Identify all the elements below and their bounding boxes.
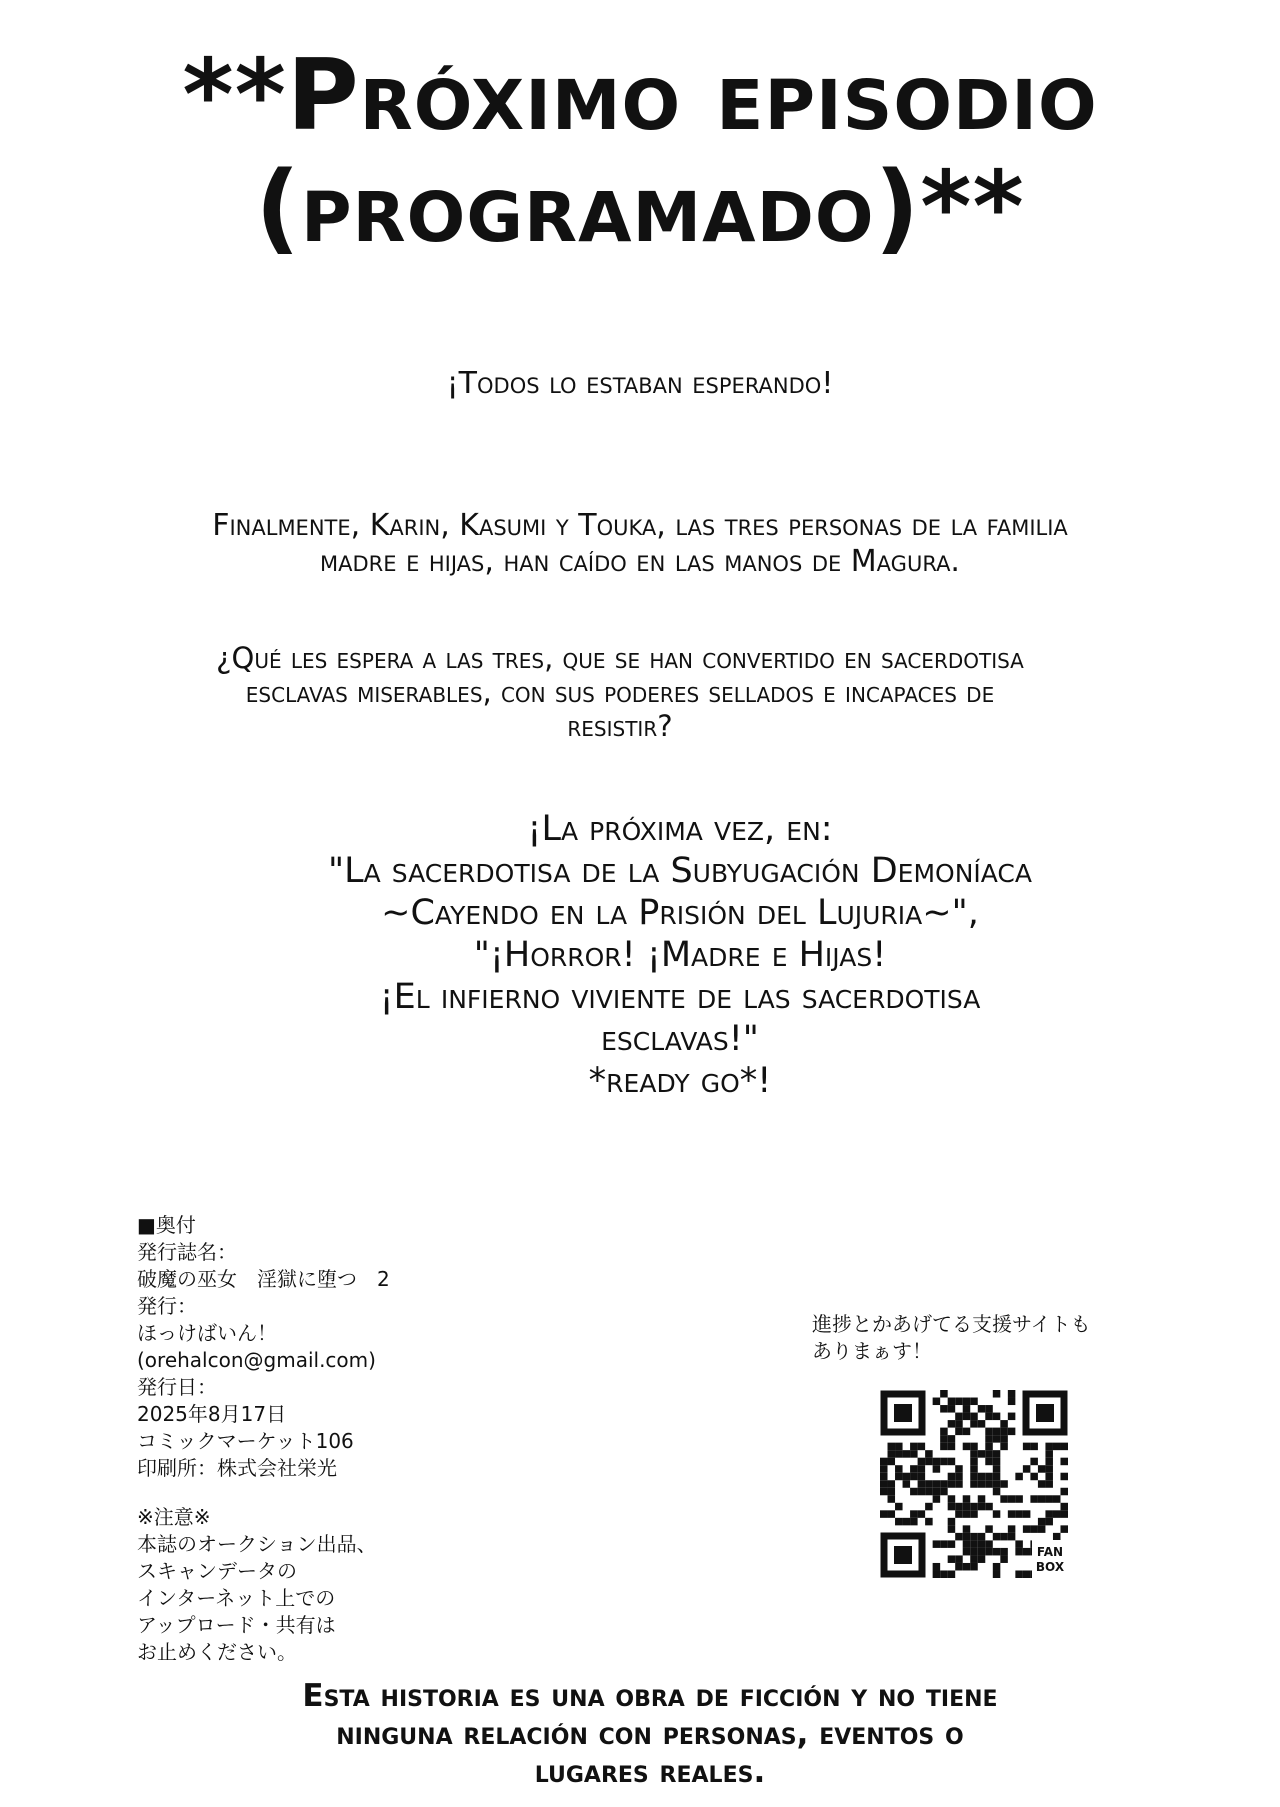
qr-module xyxy=(985,1435,993,1443)
qr-module xyxy=(970,1533,978,1541)
qr-module xyxy=(970,1413,978,1421)
qr-module xyxy=(985,1480,993,1488)
qr-module xyxy=(970,1510,978,1518)
notice-line: お止めください。 xyxy=(137,1640,297,1664)
qr-module xyxy=(888,1510,896,1518)
qr-module xyxy=(918,1458,926,1466)
qr-module xyxy=(970,1503,978,1511)
qr-module xyxy=(1045,1443,1053,1451)
page-title xyxy=(0,40,1280,264)
qr-module xyxy=(910,1465,918,1473)
tagline: ¡Todos lo estaban esperando! xyxy=(446,366,834,401)
qr-module xyxy=(1008,1428,1016,1436)
qr-module xyxy=(1023,1570,1031,1578)
qr-module xyxy=(955,1473,963,1481)
qr-module xyxy=(1060,1458,1068,1466)
qr-module xyxy=(963,1413,971,1421)
qr-module xyxy=(940,1443,948,1451)
qr-module xyxy=(918,1465,926,1473)
colophon-printer: 印刷所：株式会社栄光 xyxy=(137,1456,337,1480)
qr-module xyxy=(1030,1458,1038,1466)
qr-module xyxy=(940,1570,948,1578)
qr-module xyxy=(978,1555,986,1563)
qr-module xyxy=(963,1398,971,1406)
disclaimer-line: Esta historia es una obra de ficción y no tiene xyxy=(302,1678,998,1714)
qr-module xyxy=(993,1458,1001,1466)
qr-module xyxy=(933,1563,941,1571)
qr-module xyxy=(948,1503,956,1511)
qr-module xyxy=(895,1443,903,1451)
qr-module xyxy=(970,1398,978,1406)
qr-module xyxy=(880,1510,888,1518)
synopsis-line: Finalmente, Karin, Kasumi y Touka, las tres personas de la familia xyxy=(212,508,1068,543)
synopsis-paragraph-1 xyxy=(110,508,1170,580)
qr-module xyxy=(1053,1443,1061,1451)
colophon-title-label: 発行誌名： xyxy=(137,1240,237,1264)
qr-module xyxy=(978,1533,986,1541)
qr-module xyxy=(955,1503,963,1511)
announcement-line: ¡La próxima vez, en: xyxy=(527,809,833,849)
qr-module xyxy=(940,1428,948,1436)
qr-module xyxy=(933,1488,941,1496)
qr-module xyxy=(1000,1420,1008,1428)
notice-line: インターネット上での xyxy=(137,1586,336,1610)
qr-module xyxy=(955,1428,963,1436)
notice-line: アップロード・共有は xyxy=(137,1613,336,1637)
qr-module xyxy=(888,1443,896,1451)
qr-module xyxy=(895,1518,903,1526)
qr-module xyxy=(1008,1510,1016,1518)
qr-module xyxy=(1008,1525,1016,1533)
colophon-heading: ■奥付 xyxy=(137,1213,196,1237)
qr-module xyxy=(910,1518,918,1526)
qr-module xyxy=(895,1503,903,1511)
qr-module xyxy=(985,1450,993,1458)
qr-module xyxy=(1060,1443,1068,1451)
qr-module xyxy=(925,1480,933,1488)
notice xyxy=(137,1504,457,1666)
qr-module xyxy=(1000,1495,1008,1503)
qr-module xyxy=(963,1495,971,1503)
qr-module xyxy=(993,1473,1001,1481)
qr-module xyxy=(940,1435,948,1443)
qr-module xyxy=(1000,1428,1008,1436)
qr-module xyxy=(985,1503,993,1511)
qr-module xyxy=(940,1540,948,1548)
qr-module xyxy=(963,1510,971,1518)
qr-module xyxy=(978,1405,986,1413)
qr-module xyxy=(978,1450,986,1458)
announcement-line: ~Cayendo en la Prisión del Lujuria~", xyxy=(381,893,979,933)
next-episode-announcement xyxy=(180,808,1180,1102)
qr-module xyxy=(1053,1495,1061,1503)
qr-module xyxy=(1030,1495,1038,1503)
qr-module xyxy=(963,1540,971,1548)
qr-module xyxy=(993,1533,1001,1541)
qr-module xyxy=(963,1533,971,1541)
qr-module xyxy=(1030,1473,1038,1481)
qr-module xyxy=(1000,1533,1008,1541)
qr-module xyxy=(1015,1570,1023,1578)
qr-module xyxy=(880,1458,888,1466)
qr-module xyxy=(970,1563,978,1571)
qr-module xyxy=(1060,1525,1068,1533)
qr-module xyxy=(993,1548,1001,1556)
qr-module xyxy=(1023,1443,1031,1451)
qr-module xyxy=(963,1548,971,1556)
qr-module xyxy=(925,1488,933,1496)
synopsis-line: resistir? xyxy=(567,709,673,743)
support-line: ありまぁす！ xyxy=(812,1339,932,1363)
qr-module xyxy=(918,1480,926,1488)
qr-module xyxy=(1000,1555,1008,1563)
qr-module xyxy=(993,1465,1001,1473)
qr-module xyxy=(978,1503,986,1511)
disclaimer-line: lugares reales. xyxy=(534,1754,766,1790)
colophon-email: (orehalcon@gmail.com) xyxy=(137,1348,376,1372)
qr-module xyxy=(993,1413,1001,1421)
fanbox-badge-text: BOX xyxy=(1035,1560,1065,1574)
qr-module xyxy=(888,1480,896,1488)
qr-module xyxy=(978,1548,986,1556)
qr-module xyxy=(948,1473,956,1481)
qr-module xyxy=(948,1443,956,1451)
qr-module xyxy=(1023,1510,1031,1518)
colophon xyxy=(137,1212,457,1482)
qr-module xyxy=(918,1443,926,1451)
qr-module xyxy=(970,1465,978,1473)
qr-module xyxy=(940,1488,948,1496)
qr-module xyxy=(940,1480,948,1488)
qr-module xyxy=(978,1495,986,1503)
qr-module xyxy=(963,1443,971,1451)
qr-module xyxy=(963,1428,971,1436)
qr-module xyxy=(933,1465,941,1473)
qr-module xyxy=(993,1563,1001,1571)
qr-module xyxy=(978,1473,986,1481)
qr-module xyxy=(1008,1533,1016,1541)
qr-module xyxy=(993,1435,1001,1443)
qr-module xyxy=(985,1473,993,1481)
synopsis-line: madre e hijas, han caído en las manos de Magura. xyxy=(320,544,960,579)
qr-module xyxy=(933,1480,941,1488)
qr-module xyxy=(888,1458,896,1466)
qr-module xyxy=(948,1525,956,1533)
qr-code-icon[interactable] xyxy=(880,1390,1068,1578)
colophon-publisher-label: 発行： xyxy=(137,1294,197,1318)
qr-module xyxy=(978,1420,986,1428)
synopsis-line: esclavas miserables, con sus poderes sellados e incapaces de xyxy=(245,675,995,709)
notice-heading: ※注意※ xyxy=(137,1505,211,1529)
qr-module xyxy=(1030,1525,1038,1533)
qr-module xyxy=(880,1480,888,1488)
qr-module xyxy=(963,1525,971,1533)
qr-module xyxy=(1008,1413,1016,1421)
qr-module xyxy=(955,1398,963,1406)
qr-module xyxy=(888,1495,896,1503)
qr-module xyxy=(1045,1480,1053,1488)
qr-module xyxy=(985,1540,993,1548)
disclaimer-line: ninguna relación con personas, eventos o xyxy=(336,1716,964,1752)
qr-module xyxy=(1045,1450,1053,1458)
qr-module xyxy=(1060,1488,1068,1496)
qr-module xyxy=(933,1458,941,1466)
qr-module xyxy=(1015,1510,1023,1518)
qr-module xyxy=(993,1480,1001,1488)
qr-module xyxy=(948,1540,956,1548)
qr-module xyxy=(918,1473,926,1481)
qr-module xyxy=(955,1563,963,1571)
title-line-1: **Próximo episodio xyxy=(182,39,1098,153)
qr-module xyxy=(985,1443,993,1451)
qr-module xyxy=(948,1458,956,1466)
qr-module xyxy=(933,1495,941,1503)
qr-module xyxy=(948,1495,956,1503)
qr-module xyxy=(1053,1533,1061,1541)
notice-line: 本誌のオークション出品、 xyxy=(137,1532,377,1556)
qr-module xyxy=(993,1390,1001,1398)
qr-module xyxy=(1038,1480,1046,1488)
qr-module xyxy=(970,1458,978,1466)
qr-module xyxy=(1000,1480,1008,1488)
qr-module xyxy=(888,1488,896,1496)
qr-module xyxy=(1060,1510,1068,1518)
colophon-title-value: 破魔の巫女 淫獄に堕つ 2 xyxy=(137,1267,390,1291)
qr-module xyxy=(880,1488,888,1496)
qr-module xyxy=(1045,1458,1053,1466)
qr-module xyxy=(985,1413,993,1421)
qr-module xyxy=(940,1405,948,1413)
qr-module xyxy=(1045,1518,1053,1526)
qr-module xyxy=(948,1480,956,1488)
qr-module xyxy=(978,1480,986,1488)
qr-module xyxy=(895,1450,903,1458)
qr-module xyxy=(970,1450,978,1458)
qr-module xyxy=(978,1540,986,1548)
fanbox-badge-text: FAN xyxy=(1036,1545,1064,1559)
qr-module xyxy=(1038,1525,1046,1533)
qr-module xyxy=(993,1428,1001,1436)
qr-module xyxy=(933,1398,941,1406)
qr-module xyxy=(1045,1495,1053,1503)
qr-module xyxy=(963,1503,971,1511)
qr-module xyxy=(970,1555,978,1563)
notice-line: スキャンデータの xyxy=(137,1559,297,1583)
synopsis-line: ¿Qué les espera a las tres, que se han convertido en sacerdotisa xyxy=(216,641,1024,675)
fiction-disclaimer xyxy=(150,1677,1150,1791)
qr-module xyxy=(963,1563,971,1571)
qr-module xyxy=(955,1413,963,1421)
qr-module xyxy=(970,1420,978,1428)
qr-module xyxy=(1038,1495,1046,1503)
synopsis-paragraph-2 xyxy=(100,641,1140,743)
qr-module xyxy=(880,1465,888,1473)
qr-module xyxy=(1008,1390,1016,1398)
qr-module xyxy=(1060,1473,1068,1481)
support-line: 進捗とかあげてる支援サイトも xyxy=(812,1312,1091,1336)
qr-module xyxy=(1023,1548,1031,1556)
qr-module xyxy=(910,1473,918,1481)
qr-module xyxy=(985,1548,993,1556)
qr-module xyxy=(888,1450,896,1458)
qr-module xyxy=(903,1518,911,1526)
qr-module xyxy=(1000,1435,1008,1443)
qr-module xyxy=(970,1443,978,1451)
qr-module xyxy=(985,1428,993,1436)
qr-module xyxy=(1045,1510,1053,1518)
support-site-note xyxy=(812,1311,1142,1365)
qr-module xyxy=(1038,1465,1046,1473)
qr-module xyxy=(1000,1548,1008,1556)
qr-module xyxy=(1045,1465,1053,1473)
qr-module xyxy=(948,1398,956,1406)
qr-module xyxy=(903,1450,911,1458)
qr-module xyxy=(895,1465,903,1473)
qr-module xyxy=(1045,1473,1053,1481)
qr-module xyxy=(948,1420,956,1428)
qr-module xyxy=(970,1540,978,1548)
qr-module xyxy=(925,1518,933,1526)
qr-module xyxy=(1008,1495,1016,1503)
qr-module xyxy=(948,1570,956,1578)
qr-module xyxy=(993,1510,1001,1518)
qr-module xyxy=(925,1450,933,1458)
colophon-event: コミックマーケット106 xyxy=(137,1429,354,1453)
qr-module xyxy=(1023,1525,1031,1533)
announcement-line: "La sacerdotisa de la Subyugación Demoníaca xyxy=(327,851,1032,891)
announcement-line: "¡Horror! ¡Madre e Hijas! xyxy=(473,935,887,975)
qr-module xyxy=(1053,1510,1061,1518)
qr-module xyxy=(955,1555,963,1563)
qr-module xyxy=(1060,1503,1068,1511)
qr-module xyxy=(925,1503,933,1511)
colophon-date-label: 発行日： xyxy=(137,1375,217,1399)
announcement-line: *ready go*! xyxy=(588,1061,772,1101)
qr-module xyxy=(970,1473,978,1481)
qr-module xyxy=(948,1555,956,1563)
colophon-publisher-value: ほっけばいん！ xyxy=(137,1321,277,1345)
announcement-line: esclavas!" xyxy=(601,1019,759,1059)
qr-module xyxy=(993,1488,1001,1496)
qr-module xyxy=(933,1540,941,1548)
qr-module xyxy=(910,1450,918,1458)
qr-module xyxy=(955,1533,963,1541)
announcement-line: ¡El infierno viviente de las sacerdotisa xyxy=(379,977,981,1017)
qr-module xyxy=(948,1405,956,1413)
qr-module xyxy=(903,1473,911,1481)
qr-module xyxy=(910,1443,918,1451)
qr-module xyxy=(970,1480,978,1488)
qr-module xyxy=(910,1488,918,1496)
qr-module xyxy=(948,1518,956,1526)
qr-module xyxy=(1015,1540,1023,1548)
qr-module xyxy=(940,1390,948,1398)
qr-module xyxy=(993,1570,1001,1578)
qr-module xyxy=(940,1458,948,1466)
qr-module xyxy=(918,1510,926,1518)
qr-module xyxy=(955,1420,963,1428)
qr-module xyxy=(985,1405,993,1413)
qr-module xyxy=(918,1488,926,1496)
qr-module xyxy=(895,1473,903,1481)
qr-module xyxy=(955,1465,963,1473)
qr-module xyxy=(903,1480,911,1488)
qr-module xyxy=(948,1435,956,1443)
qr-module xyxy=(993,1450,1001,1458)
qr-module xyxy=(880,1473,888,1481)
qr-module xyxy=(1000,1443,1008,1451)
qr-module xyxy=(970,1548,978,1556)
qr-module xyxy=(1015,1548,1023,1556)
qr-module xyxy=(1038,1518,1046,1526)
qr-module xyxy=(955,1480,963,1488)
qr-module xyxy=(1030,1443,1038,1451)
qr-module xyxy=(1008,1398,1016,1406)
qr-module xyxy=(985,1525,993,1533)
qr-module xyxy=(910,1510,918,1518)
qr-module xyxy=(985,1458,993,1466)
qr-module xyxy=(1015,1495,1023,1503)
colophon-date-value: 2025年8月17日 xyxy=(137,1402,287,1426)
qr-module xyxy=(933,1570,941,1578)
title-line-2: (programado)** xyxy=(255,151,1025,265)
qr-module xyxy=(1015,1473,1023,1481)
qr-module xyxy=(1023,1465,1031,1473)
qr-module xyxy=(955,1510,963,1518)
qr-module xyxy=(925,1458,933,1466)
qr-module xyxy=(963,1405,971,1413)
